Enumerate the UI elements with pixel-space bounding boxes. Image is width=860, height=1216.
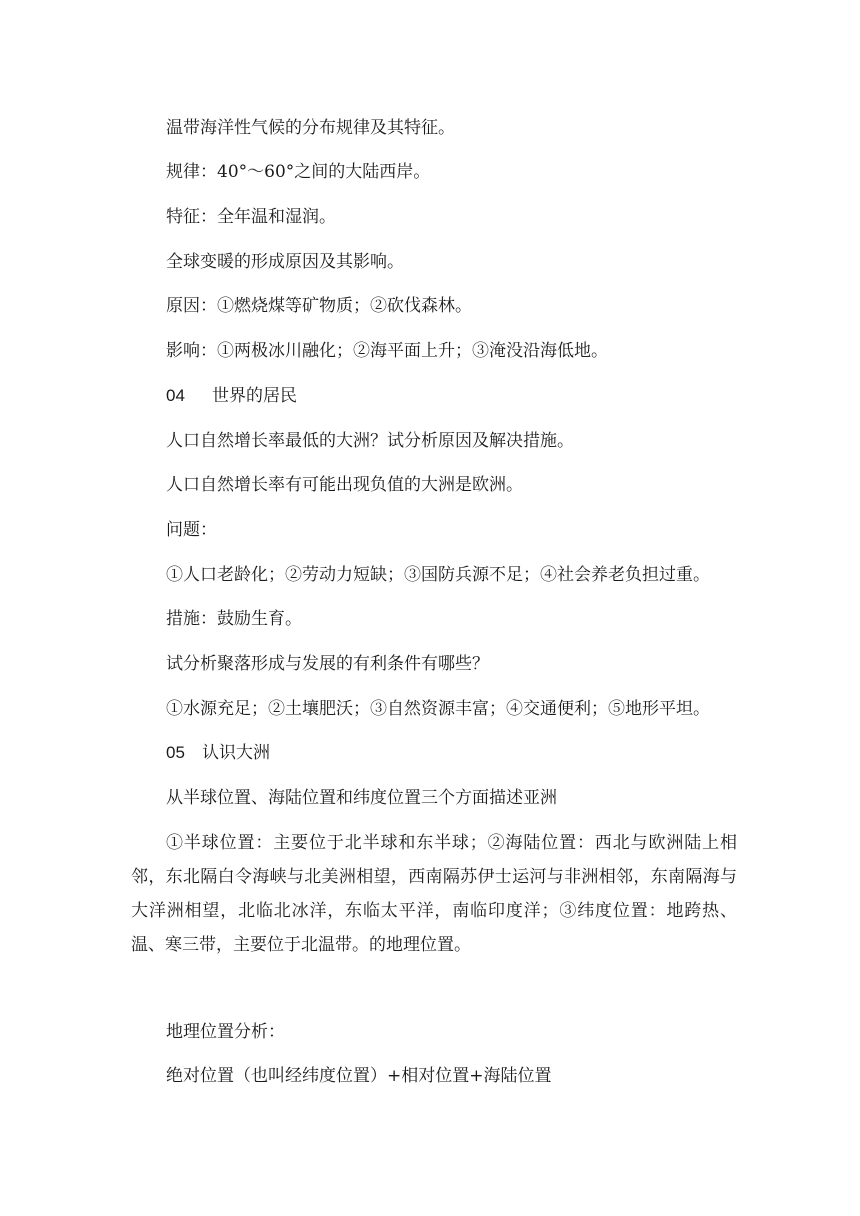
text-line-asia-question: 从半球位置、海陆位置和纬度位置三个方面描述亚洲 [166, 788, 557, 808]
section-title: 认识大洲 [202, 743, 270, 763]
text-line-feature: 特征：全年温和湿润。 [166, 207, 336, 227]
text-line-impact: 影响：①两极冰川融化；②海平面上升；③淹没沿海低地。 [166, 341, 608, 361]
text-line-problem-label: 问题： [166, 520, 217, 540]
text-line-settlement-question: 试分析聚落形成与发展的有利条件有哪些？ [166, 654, 489, 674]
text-line-global-warming-title: 全球变暖的形成原因及其影响。 [166, 252, 404, 272]
section-heading-04 [166, 384, 297, 408]
text-line-measures: 措施：鼓励生育。 [166, 609, 302, 629]
text-line-europe-answer: 人口自然增长率有可能出现负值的大洲是欧洲。 [166, 475, 523, 495]
section-heading-05 [166, 741, 270, 765]
text-line-cause: 原因：①燃烧煤等矿物质；②砍伐森林。 [166, 296, 472, 316]
text-line-rule: 规律：40°～60°之间的大陆西岸。 [166, 162, 431, 182]
text-line-analysis-formula: 绝对位置（也叫经纬度位置）+相对位置+海陆位置 [166, 1066, 552, 1086]
text-line-problems: ①人口老龄化；②劳动力短缺；③国防兵源不足；④社会养老负担过重。 [166, 565, 710, 585]
text-line-analysis-title: 地理位置分析： [166, 1022, 285, 1042]
text-line-settlement-conditions: ①水源充足；②土壤肥沃；③自然资源丰富；④交通便利；⑤地形平坦。 [166, 699, 710, 719]
section-number: 05 [166, 743, 185, 762]
text-line-population-question: 人口自然增长率最低的大洲？试分析原因及解决措施。 [166, 431, 574, 451]
section-title: 世界的居民 [212, 386, 297, 406]
paragraph-asia-answer: ①半球位置：主要位于北半球和东半球；②海陆位置：西北与欧洲陆上相邻，东北隔白令海峡与北美洲相望，西南隔苏伊士运河与非洲相邻，东南隔海与大洋洲相望，北临北冰洋，东临太平洋，南临印度洋；③纬度位置：地跨热、温、寒三带，主要位于北温带。的地理位置。 [131, 833, 737, 955]
text-line-maritime-climate-title: 温带海洋性气候的分布规律及其特征。 [166, 118, 455, 138]
section-number: 04 [166, 386, 185, 405]
